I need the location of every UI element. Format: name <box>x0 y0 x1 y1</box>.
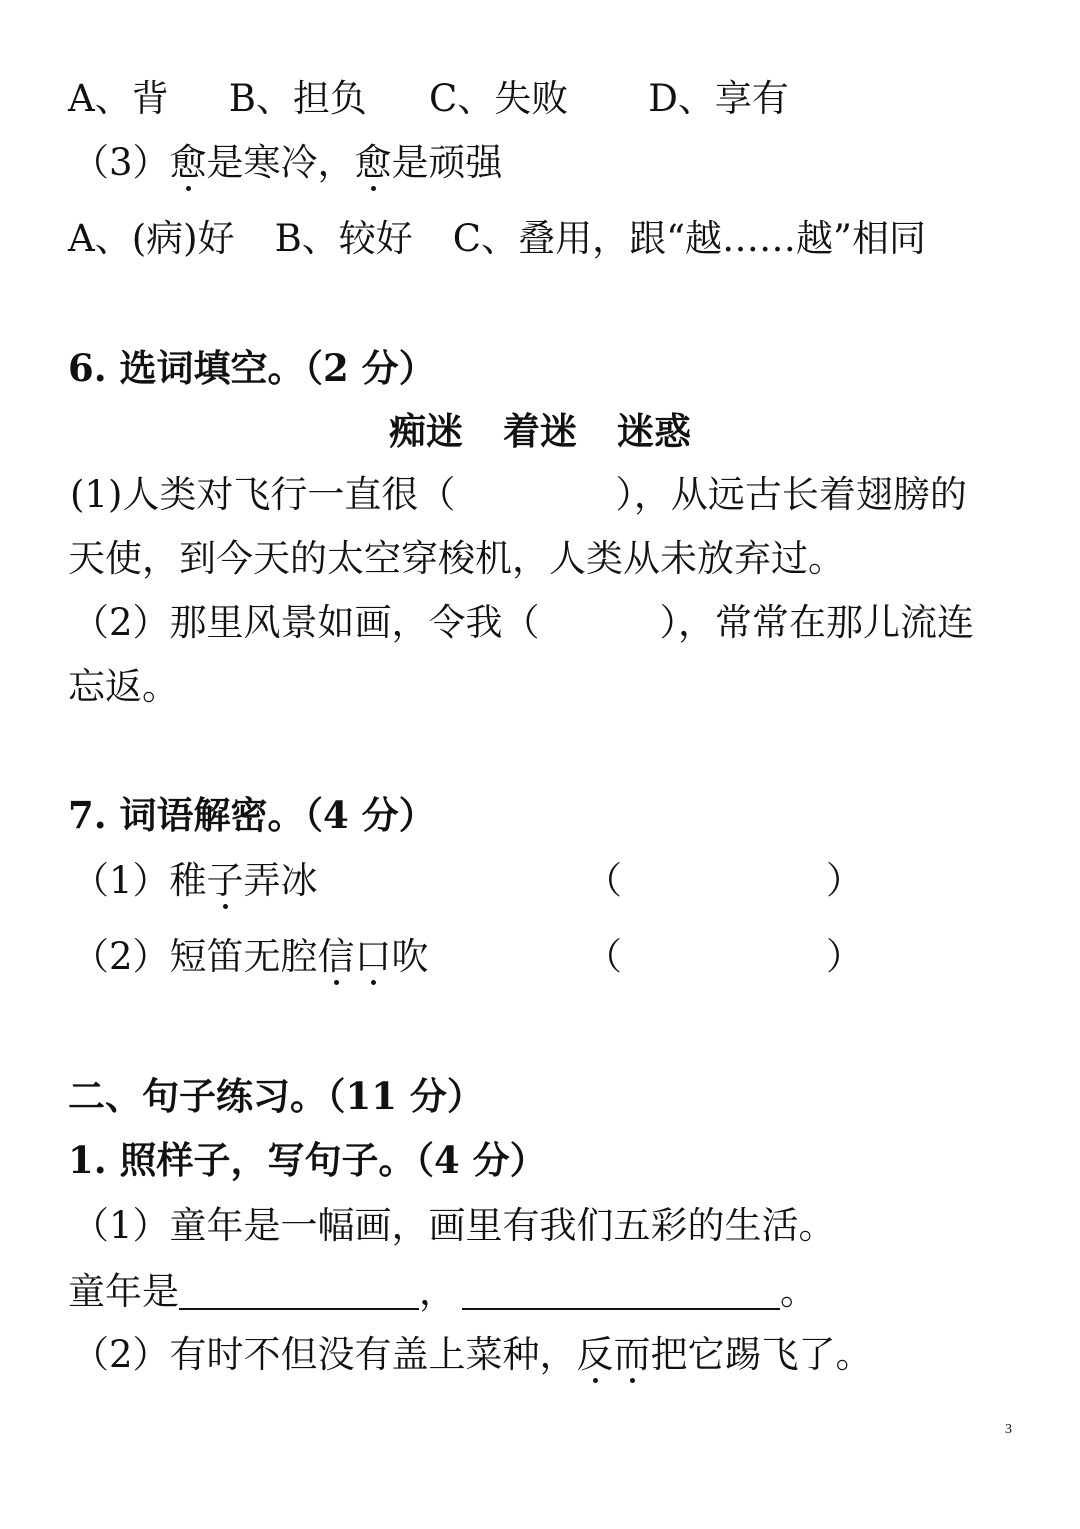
q6-item2-prefix: （2）那里风景如画，令我（ <box>72 601 540 644</box>
option-b: B、担负 <box>228 77 367 120</box>
q7-item1-prefix: （1）稚 <box>72 859 207 902</box>
answer-blank[interactable] <box>462 1272 780 1310</box>
q5-options-line-b <box>68 77 789 120</box>
emphasis-char: 而 <box>613 1333 651 1376</box>
fill-comma: ， <box>419 1270 456 1313</box>
emphasis-char: 愈 <box>169 141 207 184</box>
section2-q1-title: 1. 照样子，写句子。（4 分） <box>68 1138 547 1182</box>
q5-item3-prefix: （3） <box>72 141 170 184</box>
q6-item1-prefix: (1)人类对飞行一直很（ <box>70 473 456 516</box>
option-c: C、叠用，跟“越……越”相同 <box>452 217 926 260</box>
option-c: C、失败 <box>428 77 569 120</box>
q6-item2-line1 <box>72 601 975 644</box>
emphasis-char: 信 <box>317 935 355 978</box>
option-d: D、享有 <box>648 77 789 120</box>
q6-item2-line2: 忘返。 <box>68 665 179 708</box>
word-option: 迷惑 <box>617 409 691 453</box>
q5-options-line-c <box>68 217 926 260</box>
q7-item1 <box>72 859 318 902</box>
q7-item2-suffix: 吹 <box>391 935 429 978</box>
option-b: B、较好 <box>274 217 413 260</box>
q6-word-bank <box>0 409 1080 453</box>
emphasis-char: 愈 <box>354 141 392 184</box>
q5-item3-suffix: 是顽强 <box>391 141 503 184</box>
emphasis-char: 反 <box>576 1333 614 1376</box>
option-a: A、(病)好 <box>68 217 235 260</box>
q7-item2-paren-close: ） <box>826 935 863 978</box>
answer-blank[interactable] <box>179 1272 419 1310</box>
word-option: 痴迷 <box>389 409 463 453</box>
section2-title: 二、句子练习。（11 分） <box>68 1074 484 1118</box>
q5-item3 <box>72 141 503 184</box>
q7-item2-paren-open: （ <box>585 935 622 978</box>
q7-item1-suffix: 弄冰 <box>243 859 318 902</box>
q6-item2-suffix: ），常常在那儿流连 <box>659 601 975 644</box>
q7-item1-paren-close: ） <box>826 859 863 902</box>
section2-q1-fill <box>68 1270 817 1313</box>
fill-prefix: 童年是 <box>68 1270 179 1313</box>
q7-item2 <box>72 935 429 978</box>
fill-end: 。 <box>780 1270 817 1313</box>
q6-item1-suffix: ），从远古长着翅膀的 <box>615 473 967 516</box>
q7-item2-prefix: （2）短笛无腔 <box>72 935 318 978</box>
emphasis-char: 子 <box>206 859 244 902</box>
word-option: 着迷 <box>503 409 577 453</box>
q7-item1-paren-open: （ <box>585 859 622 902</box>
answer-space[interactable] <box>622 934 822 978</box>
page-number: 3 <box>1005 1422 1012 1437</box>
item2-prefix: （2）有时不但没有盖上菜种， <box>72 1333 577 1376</box>
q6-item1-line1 <box>70 473 967 516</box>
section2-q1-item1: （1）童年是一幅画，画里有我们五彩的生活。 <box>72 1204 836 1247</box>
section2-q1-item2 <box>72 1333 873 1376</box>
q6-item1-line2: 天使，到今天的太空穿梭机，人类从未放弃过。 <box>68 537 845 580</box>
q7-title: 7. 词语解密。（4 分） <box>68 793 436 837</box>
q5-item3-mid: 是寒冷， <box>206 141 355 184</box>
emphasis-char: 口 <box>354 935 392 978</box>
answer-space[interactable] <box>622 858 822 902</box>
option-a: A、背 <box>68 77 169 120</box>
q6-title: 6. 选词填空。（2 分） <box>68 346 436 390</box>
item2-suffix: 把它踢飞了。 <box>650 1333 873 1376</box>
